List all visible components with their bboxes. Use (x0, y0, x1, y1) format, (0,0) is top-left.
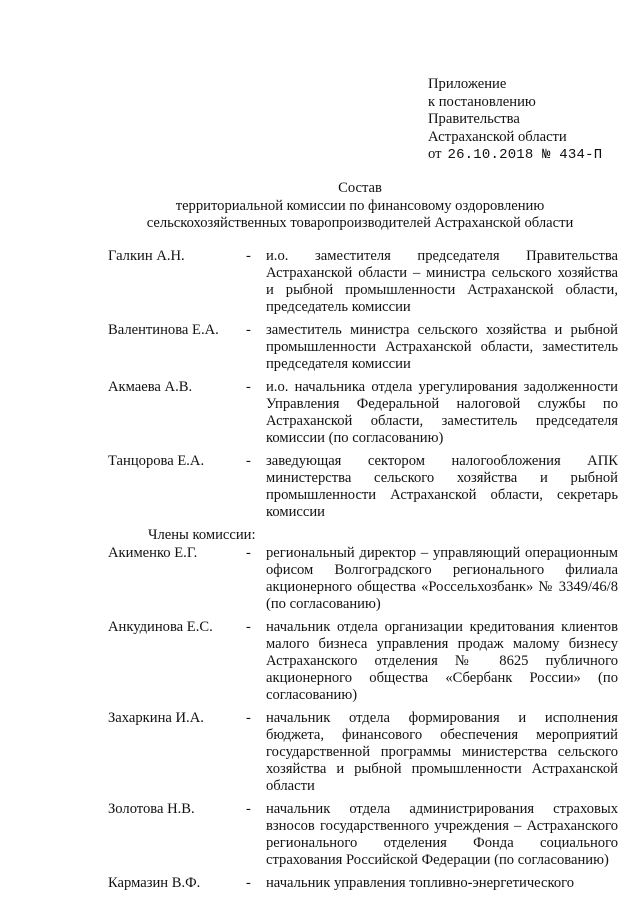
member-name: Акименко Е.Г. (108, 545, 198, 561)
list-item (108, 801, 618, 869)
member-name: Кармазин В.Ф. (108, 875, 201, 891)
resolution-date-number: 26.10.2018 № 434-П (447, 147, 603, 164)
resolution-reference (428, 146, 628, 165)
member-name: Галкин А.Н. (108, 248, 185, 264)
member-role: заведующая сектором налогообложения АПК министерства сельского хозяйства и рыбной промышленности Астраханской области, секретарь комиссии (266, 453, 618, 520)
member-dash: - (246, 379, 251, 395)
member-name: Анкудинова Е.С. (108, 619, 213, 635)
list-item (108, 453, 618, 521)
member-role: и.о. начальника отдела урегулирования задолженности Управления Федеральной налоговой службы по Астраханской области, заместитель председателя комиссии (по согласованию) (266, 379, 618, 446)
title-line: сельскохозяйственных товаропроизводителей Астраханской области (146, 215, 574, 231)
member-name: Акмаева А.В. (108, 379, 193, 395)
list-item (108, 322, 618, 373)
list-item (108, 875, 618, 892)
member-dash: - (246, 801, 251, 817)
members-heading: Члены комиссии: (148, 527, 256, 543)
commission-list (108, 248, 618, 898)
member-role: и.о. заместителя председателя Правительства Астраханской области – министра сельского хозяйства и рыбной промышленности Астраханской области, председатель комиссии (266, 248, 618, 315)
title-line: территориальной комиссии по финансовому оздоровлению (175, 197, 545, 214)
member-name: Валентинова Е.А. (108, 322, 219, 338)
appendix-header (428, 76, 628, 165)
member-dash: - (246, 545, 251, 561)
member-role: начальник управления топливно-энергетического (266, 875, 575, 891)
title-heading: Состав (338, 180, 382, 196)
member-dash: - (246, 322, 251, 338)
appendix-line: Правительства (428, 111, 520, 128)
member-dash: - (246, 453, 251, 469)
member-dash: - (246, 710, 251, 726)
member-role: начальник отдела организации кредитования клиентов малого бизнеса управления продаж малому бизнесу Астраханского отделения № 8625 публичного акционерного общества «Сбербанк России» (по согласованию) (266, 619, 618, 703)
member-role: начальник отдела администрирования страховых взносов государственного учреждения – Астраханского регионального отделения Фонда социального страхования Российской Федерации (по согласованию) (266, 801, 618, 868)
resolution-from-label: от (428, 146, 442, 163)
list-item (108, 710, 618, 795)
member-role: региональный директор – управляющий операционным офисом Волгоградского регионального филиала акционерного общества «Россельхозбанк» № 3349/46/8 (по согласованию) (266, 545, 618, 612)
appendix-line: Приложение (428, 76, 507, 92)
list-item (108, 545, 618, 613)
member-dash: - (246, 619, 251, 635)
member-name: Захаркина И.А. (108, 710, 204, 726)
member-dash: - (246, 248, 251, 264)
list-item (108, 379, 618, 447)
document-title (100, 180, 620, 233)
member-dash: - (246, 875, 251, 891)
list-item (108, 619, 618, 704)
member-role: заместитель министра сельского хозяйства и рыбной промышленности Астраханской области, заместитель председателя комиссии (266, 322, 618, 372)
appendix-line: Астраханской области (428, 128, 567, 145)
member-name: Золотова Н.В. (108, 801, 195, 817)
member-role: начальник отдела формирования и исполнения бюджета, финансового обеспечения мероприятий государственной программы министерства сельского хозяйства и рыбной промышленности Астраханской области (266, 710, 618, 794)
member-name: Танцорова Е.А. (108, 453, 205, 469)
appendix-line: к постановлению (428, 93, 536, 110)
list-item (108, 248, 618, 316)
